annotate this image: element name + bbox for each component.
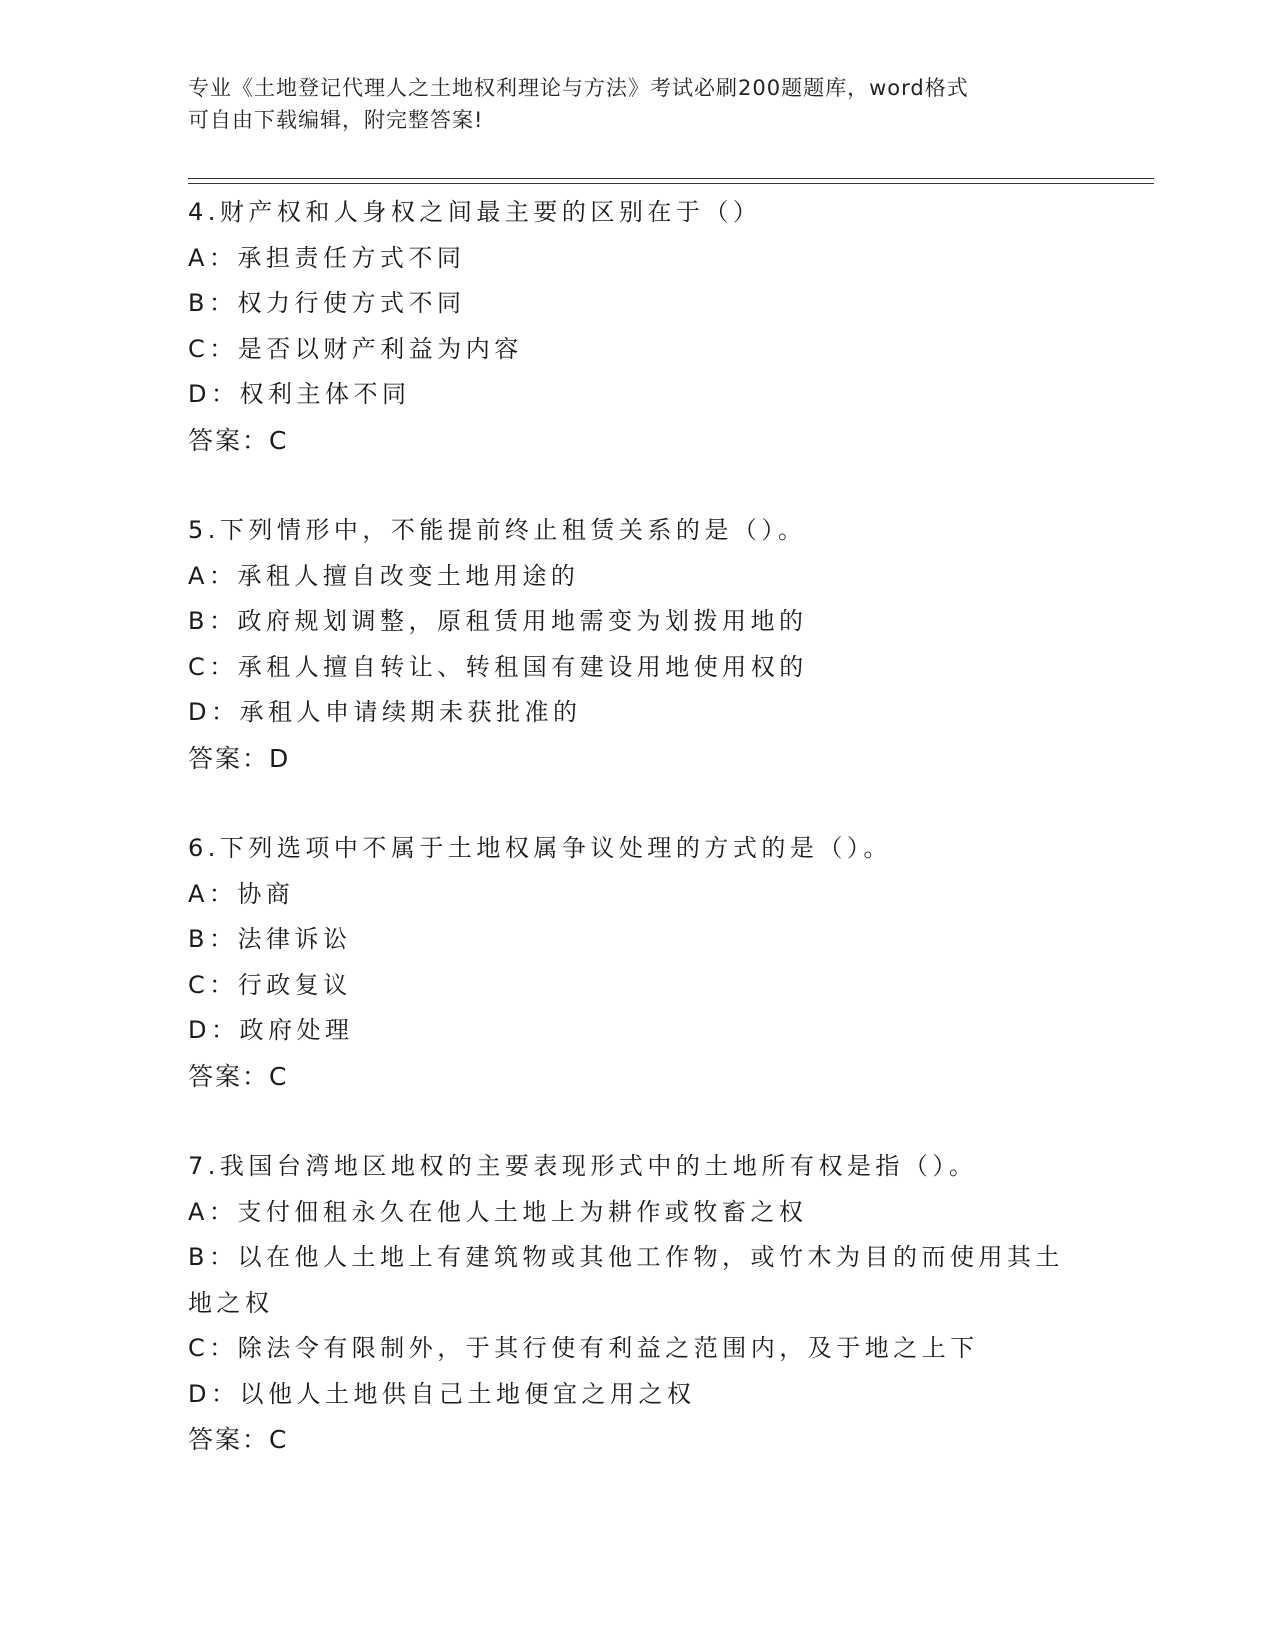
answer: [188, 736, 1088, 782]
option-b: B：法律诉讼: [188, 925, 352, 953]
question-stem: 6.下列选项中不属于土地权属争议处理的方式的是（）。: [188, 834, 892, 862]
question-stem: 7.我国台湾地区地权的主要表现形式中的土地所有权是指（）。: [188, 1152, 978, 1180]
option-d: D：政府处理: [188, 1016, 354, 1044]
option-d: D：以他人土地供自己土地便宜之用之权: [188, 1379, 696, 1408]
answer-label: 答案：: [188, 743, 270, 773]
answer: [188, 1054, 1088, 1100]
option-c: C：承租人擅自转让、转租国有建设用地使用权的: [188, 652, 808, 681]
answer-value: C: [269, 1425, 288, 1454]
answer-value: C: [269, 425, 288, 455]
answer-label: 答案：: [188, 1425, 270, 1454]
option-b: B：权力行使方式不同: [188, 289, 466, 317]
option-d: D：承租人申请续期未获批准的: [188, 698, 582, 726]
question-stem: 5.下列情形中，不能提前终止租赁关系的是（）。: [188, 516, 807, 544]
header-line-2: 可自由下载编辑，附完整答案!: [188, 108, 484, 132]
question-list: [188, 190, 1088, 1508]
question-4: [188, 190, 1088, 463]
option-d: D：权利主体不同: [188, 380, 411, 408]
answer-label: 答案：: [188, 1061, 270, 1091]
question-6: [188, 826, 1088, 1099]
option-b: B：以在他人土地上有建筑物或其他工作物，或竹木为目的而使用其土地之权: [188, 1243, 1064, 1317]
option-c: C：行政复议: [188, 970, 352, 999]
option-c: C：除法令有限制外，于其行使有利益之范围内，及于地之上下: [188, 1334, 979, 1362]
question-stem: 4.财产权和人身权之间最主要的区别在于（）: [188, 198, 762, 226]
option-a: A：协商: [188, 879, 295, 908]
answer-value: D: [269, 743, 290, 773]
option-b: B：政府规划调整，原租赁用地需变为划拨用地的: [188, 607, 808, 635]
answer: [188, 418, 1088, 464]
answer-label: 答案：: [188, 425, 270, 455]
answer: [188, 1417, 1088, 1463]
option-a: A：承担责任方式不同: [188, 243, 466, 272]
document-header: [188, 72, 1088, 136]
question-7: [188, 1144, 1088, 1463]
option-c: C：是否以财产利益为内容: [188, 334, 523, 363]
option-a: A：承租人擅自改变土地用途的: [188, 561, 580, 590]
question-5: [188, 508, 1088, 781]
header-divider-top: [188, 178, 1154, 179]
option-a: A：支付佃租永久在他人土地上为耕作或牧畜之权: [188, 1197, 808, 1226]
answer-value: C: [269, 1061, 288, 1091]
header-divider-bottom: [188, 183, 1154, 184]
header-line-1: 专业《土地登记代理人之土地权利理论与方法》考试必刷200题题库，word格式: [188, 76, 969, 100]
